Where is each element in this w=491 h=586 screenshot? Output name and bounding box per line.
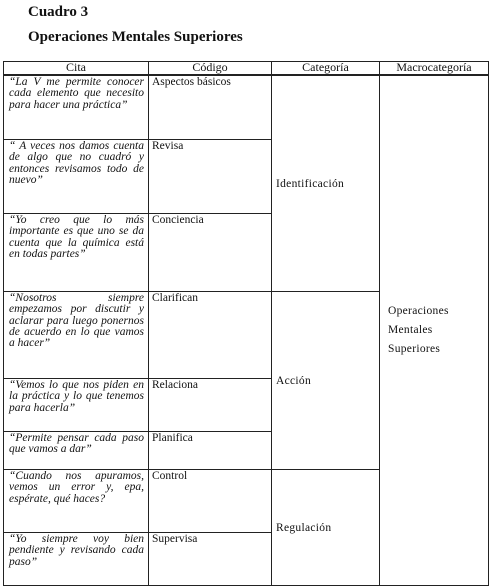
categoria-cell-identificacion: Identificación <box>272 75 380 292</box>
cita-cell: “Yo creo que lo más importante es que uno se da cuenta que la química está en todas partes” <box>4 214 149 292</box>
codigo-cell: Conciencia <box>149 214 272 292</box>
table-row <box>4 75 489 140</box>
header-categoria: Categoría <box>272 62 380 76</box>
codigo-cell: Revisa <box>149 140 272 214</box>
cita-cell: “ A veces nos damos cuenta de algo que no cuadró y entonces revisamos todo de nuevo” <box>4 140 149 214</box>
cita-cell: “La V me permite conocer cada elemento que necesito para hacer una práctica” <box>4 75 149 140</box>
codigo-cell: Aspectos básicos <box>149 75 272 140</box>
codigo-cell: Clarifican <box>149 292 272 379</box>
codigo-cell: Control <box>149 470 272 533</box>
table-header-row <box>4 62 489 76</box>
table-title: Operaciones Mentales Superiores <box>28 29 243 45</box>
cita-cell: “Nosotros siempre empezamos por discutir y aclarar para luego ponernos de acuerdo en lo que vamos a hacer” <box>4 292 149 379</box>
header-macrocategoria: Macrocategoría <box>380 62 489 76</box>
categoria-cell-accion: Acción <box>272 292 380 470</box>
table-label: Cuadro 3 <box>28 4 89 20</box>
cita-cell: “Yo siempre voy bien pendiente y revisando cada paso” <box>4 533 149 586</box>
macro-line-2: Mentales <box>388 324 433 336</box>
cita-cell: “Vemos lo que nos piden en la práctica y lo que tenemos para hacerla” <box>4 379 149 432</box>
macro-line-1: Operaciones <box>388 305 449 317</box>
categoria-cell-regulacion: Regulación <box>272 470 380 586</box>
macrocategoria-cell <box>380 75 489 586</box>
cita-cell: “Permite pensar cada paso que vamos a dar” <box>4 432 149 470</box>
codigo-cell: Planifica <box>149 432 272 470</box>
operations-table <box>3 61 489 586</box>
cita-cell: “Cuando nos apuramos, vemos un error y, epa, espérate, qué haces? <box>4 470 149 533</box>
codigo-cell: Relaciona <box>149 379 272 432</box>
codigo-cell: Supervisa <box>149 533 272 586</box>
header-cita: Cita <box>4 62 149 76</box>
header-codigo: Código <box>149 62 272 76</box>
macro-line-3: Superiores <box>388 343 441 355</box>
